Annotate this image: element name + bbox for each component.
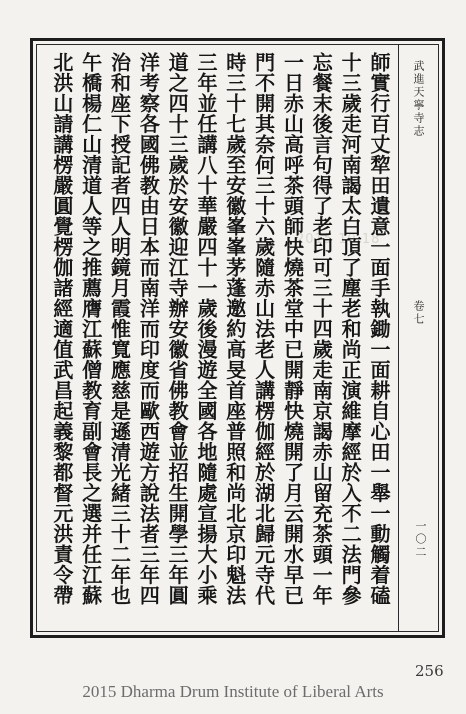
book-title: 武進天寧寺志 bbox=[412, 60, 425, 138]
text-column: 午橋楊仁山清道人等之推薦膺江蘇僧教育副會長之選并任江蘇 bbox=[78, 52, 103, 606]
institute-credit: 2015 Dharma Drum Institute of Liberal Arts bbox=[82, 682, 384, 701]
text-column: 三年並任講八十華嚴四十一歲後漫遊全國各地隨處宣揚大小乘 bbox=[193, 52, 218, 606]
page-number: 256 bbox=[415, 662, 444, 680]
text-column: 北洪山請講楞嚴圓覺楞伽諸經適值武昌起義黎都督元洪責令帶 bbox=[49, 52, 74, 606]
margin-divider bbox=[398, 44, 399, 632]
text-column: 師實行百丈犂田遺意一面手執鋤一面耕自心田一舉一動觸着磕 bbox=[366, 52, 391, 606]
text-column: 一日赤山高呼茶頭師快燒茶堂中已開靜快燒開了月云開水早已 bbox=[280, 52, 305, 606]
chinese-page-number: 一〇二 bbox=[414, 520, 427, 559]
volume-label: 卷七 bbox=[412, 300, 425, 326]
text-column: 門不開其奈何三十六歲隨赤山法老人講楞伽經於湖北歸元寺代 bbox=[251, 52, 276, 606]
text-body bbox=[48, 52, 394, 622]
text-column: 洋考察各國佛教由日本而南洋而印度而歐西遊方說法者三年四 bbox=[136, 52, 161, 606]
text-column: 時三十七歲至安徽峯峯茅蓬邀約高旻首座普照和尚北京印魁法 bbox=[222, 52, 247, 606]
text-column: 道之四十三歲於安徽迎江寺辦安徽省佛教會並招生開學三年圓 bbox=[165, 52, 190, 606]
text-column: 忘餐末後言句得了老印可三十四歲走南京謁赤山留充茶頭一年 bbox=[309, 52, 334, 606]
text-column: 治和座下授記者四人明鏡月霞惟寬應慈是遜清光緒三十二年也 bbox=[107, 52, 132, 606]
date-watermark: 2015 10 18 bbox=[296, 232, 381, 247]
text-column: 十三歲走河南謁太白頂了塵老和尚正演維摩經於入不二法門參 bbox=[338, 52, 363, 606]
